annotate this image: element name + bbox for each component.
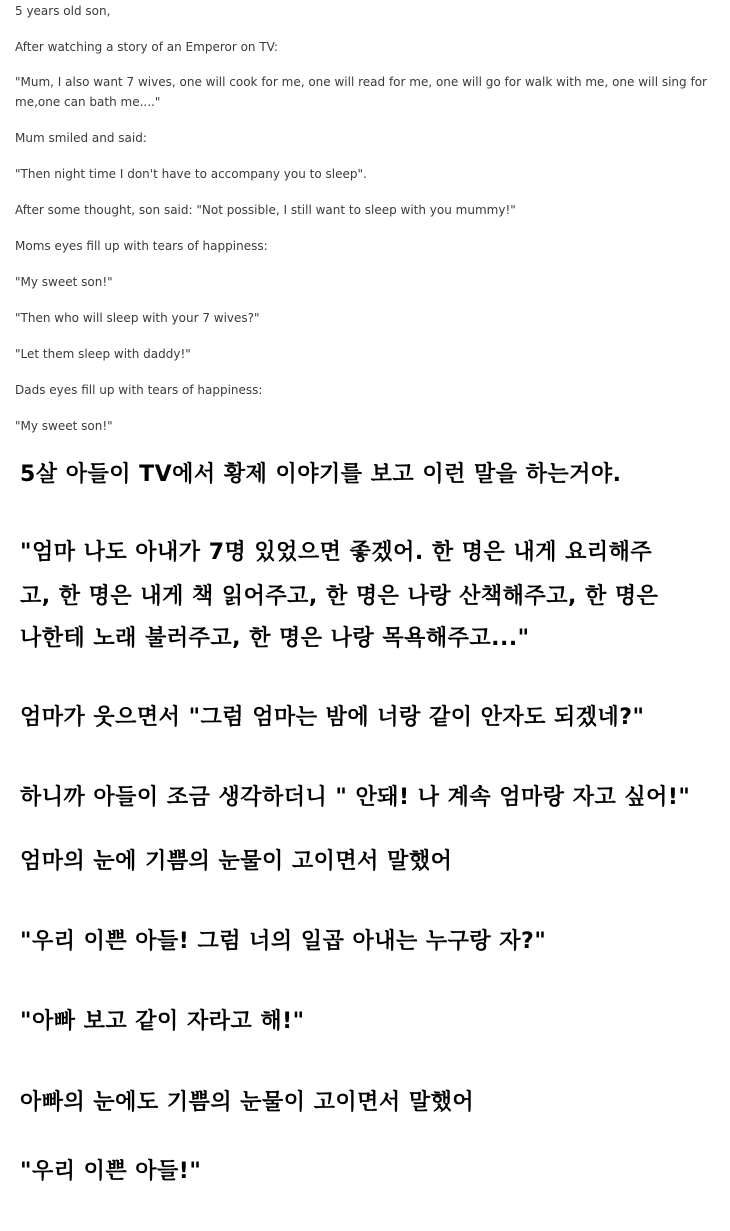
english-line: "Let them sleep with daddy!" [15, 347, 191, 361]
korean-line: 5살 아들이 TV에서 황제 이야기를 보고 이런 말을 하는거야. [20, 462, 622, 487]
korean-line: 나한테 노래 불러주고, 한 명은 나랑 목욕해주고..." [20, 626, 530, 651]
english-line: "Then who will sleep with your 7 wives?" [15, 311, 260, 325]
korean-line: 엄마의 눈에 기쁨의 눈물이 고이면서 말했어 [20, 849, 453, 874]
english-line: Moms eyes fill up with tears of happiness: [15, 239, 268, 253]
korean-line: 고, 한 명은 내게 책 읽어주고, 한 명은 나랑 산책해주고, 한 명은 [20, 584, 659, 609]
english-line: After some thought, son said: "Not possible, I still want to sleep with you mummy!" [15, 203, 516, 217]
korean-line: "우리 이쁜 아들! 그럼 너의 일곱 아내는 누구랑 자?" [20, 929, 547, 954]
english-line: Mum smiled and said: [15, 131, 147, 145]
english-line: 5 years old son, [15, 4, 111, 18]
english-line: After watching a story of an Emperor on TV: [15, 40, 278, 54]
english-line: me,one can bath me...." [15, 95, 161, 109]
korean-line: "아빠 보고 같이 자라고 해!" [20, 1009, 305, 1034]
korean-line: 아빠의 눈에도 기쁨의 눈물이 고이면서 말했어 [20, 1090, 475, 1115]
english-line: "Then night time I don't have to accompany you to sleep". [15, 167, 367, 181]
korean-line: 하니까 아들이 조금 생각하더니 " 안돼! 나 계속 엄마랑 자고 싶어!" [20, 785, 691, 810]
english-line: "Mum, I also want 7 wives, one will cook for me, one will read for me, one will go for walk with me, one will sing for [15, 75, 707, 89]
english-line: Dads eyes fill up with tears of happiness: [15, 383, 263, 397]
english-line: "My sweet son!" [15, 275, 113, 289]
english-line: "My sweet son!" [15, 419, 113, 433]
korean-line: "엄마 나도 아내가 7명 있었으면 좋겠어. 한 명은 내게 요리해주 [20, 540, 653, 565]
korean-line: "우리 이쁜 아들!" [20, 1159, 202, 1184]
korean-line: 엄마가 웃으면서 "그럼 엄마는 밤에 너랑 같이 안자도 되겠네?" [20, 705, 645, 730]
